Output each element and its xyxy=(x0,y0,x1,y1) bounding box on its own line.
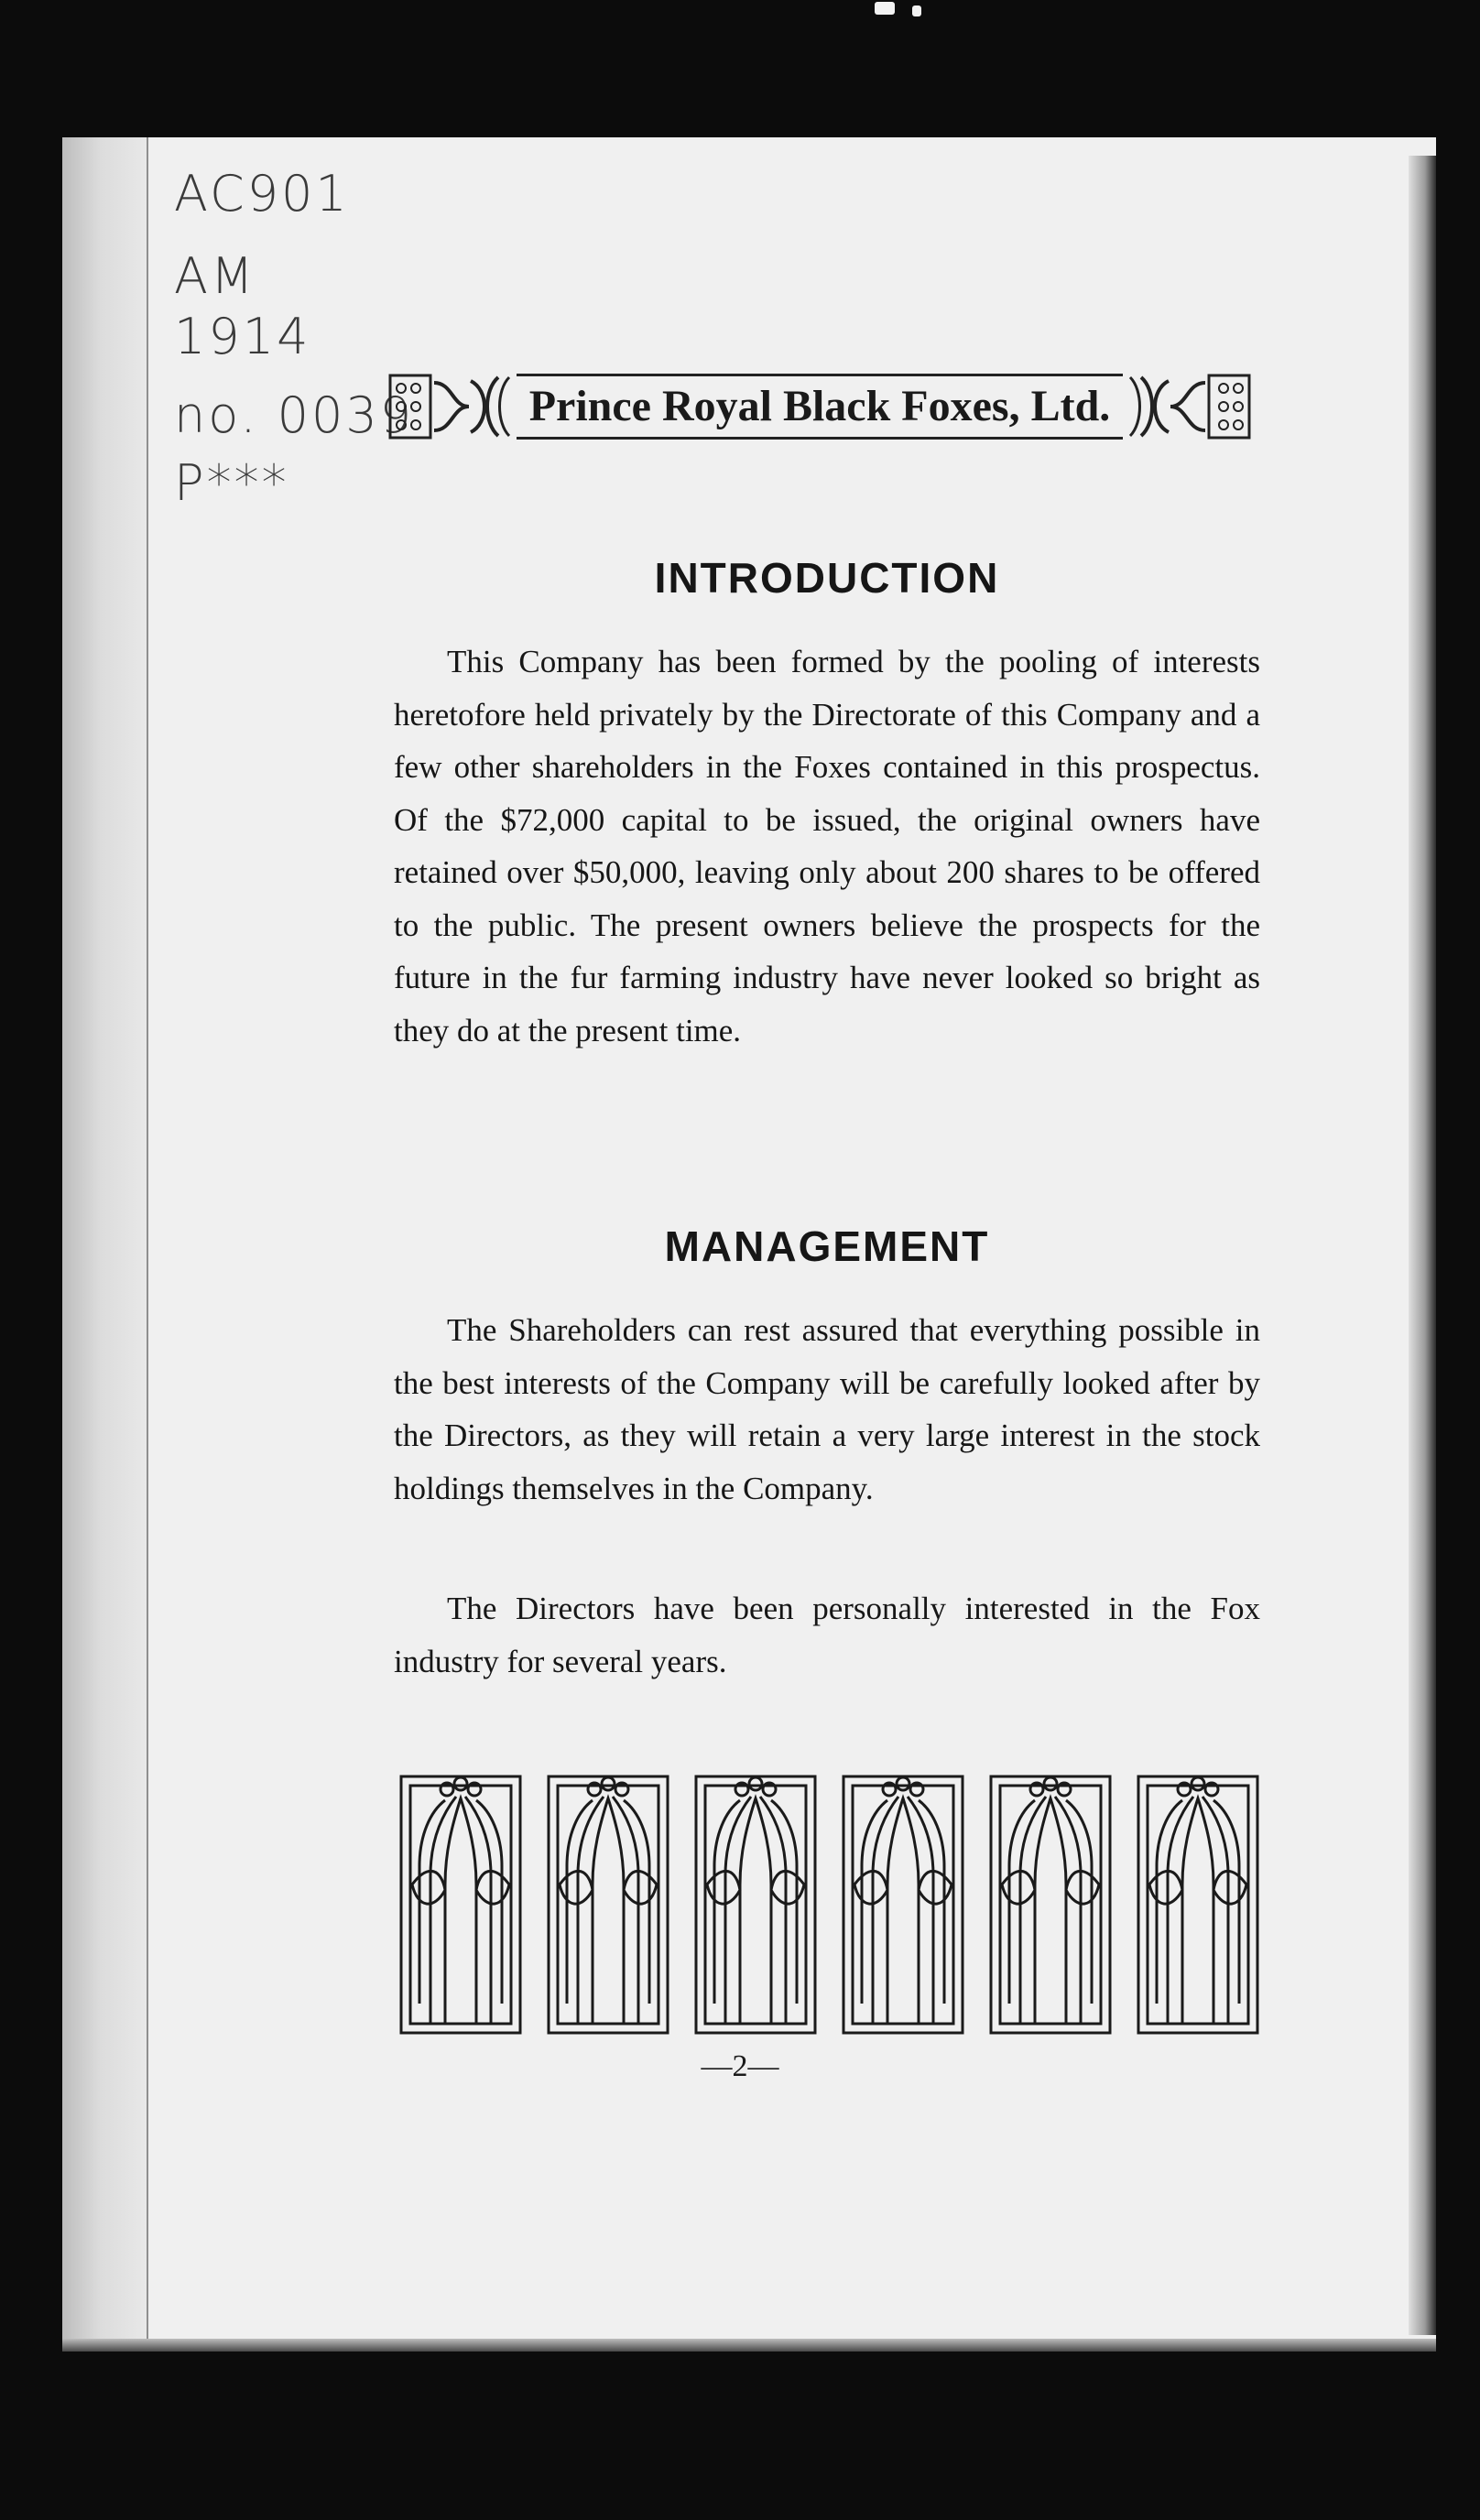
art-nouveau-ornament xyxy=(989,1775,1112,2035)
header-rule-bottom xyxy=(517,437,1123,440)
handwritten-catalog-line: AM xyxy=(174,247,256,305)
page-right-edge xyxy=(1409,156,1436,2335)
art-nouveau-ornament xyxy=(694,1775,817,2035)
management-section xyxy=(394,1222,1260,1271)
page-left-margin xyxy=(62,137,147,2352)
art-nouveau-ornament xyxy=(1137,1775,1259,2035)
art-nouveau-ornament xyxy=(842,1775,964,2035)
management-heading: MANAGEMENT xyxy=(664,1222,990,1270)
page-number: —2— xyxy=(701,2049,779,2083)
handwritten-catalog-line: P*** xyxy=(174,454,289,512)
introduction-section xyxy=(394,553,1260,603)
art-nouveau-ornament xyxy=(399,1775,522,2035)
introduction-body xyxy=(394,635,1260,1057)
ornament-row xyxy=(399,1775,1260,2035)
management-body xyxy=(394,1304,1260,1515)
art-nouveau-ornament xyxy=(547,1775,669,2035)
introduction-paragraph: This Company has been formed by the pooling of interests heretofore held privately by the Directorate of this Company and a few other shareholders in the Foxes contained in this prospectus. Of the $72,000 capital to be issued, the original owners have retained over $50,000, leaving only about 200 shares to be offered to the public. The present owners believe the prospects for the future in the fur farming industry have never looked so bright as they do at the present time. xyxy=(394,644,1260,1048)
management-body-2 xyxy=(394,1582,1260,1688)
introduction-heading: INTRODUCTION xyxy=(654,554,1000,602)
management-paragraph: The Shareholders can rest assured that everything possible in the best interests of the Company will be carefully looked after by the Directors, as they will retain a very large interest in the stock holdings themselves in the Company. xyxy=(394,1312,1260,1506)
film-speck xyxy=(875,2,895,15)
handwritten-catalog-line: no. 0039 xyxy=(174,386,415,444)
page-gutter-line xyxy=(147,137,148,2352)
left-scroll-ornament xyxy=(388,372,517,441)
film-speck xyxy=(912,5,921,16)
header-banner xyxy=(388,372,1251,441)
right-scroll-ornament xyxy=(1123,372,1251,441)
page-bottom-edge xyxy=(62,2339,1436,2352)
handwritten-catalog-line: AC901 xyxy=(174,165,350,223)
management-paragraph: The Directors have been personally interested in the Fox industry for several years. xyxy=(394,1591,1260,1679)
handwritten-catalog-line: 1914 xyxy=(174,308,311,365)
header-title: Prince Royal Black Foxes, Ltd. xyxy=(528,382,1111,430)
